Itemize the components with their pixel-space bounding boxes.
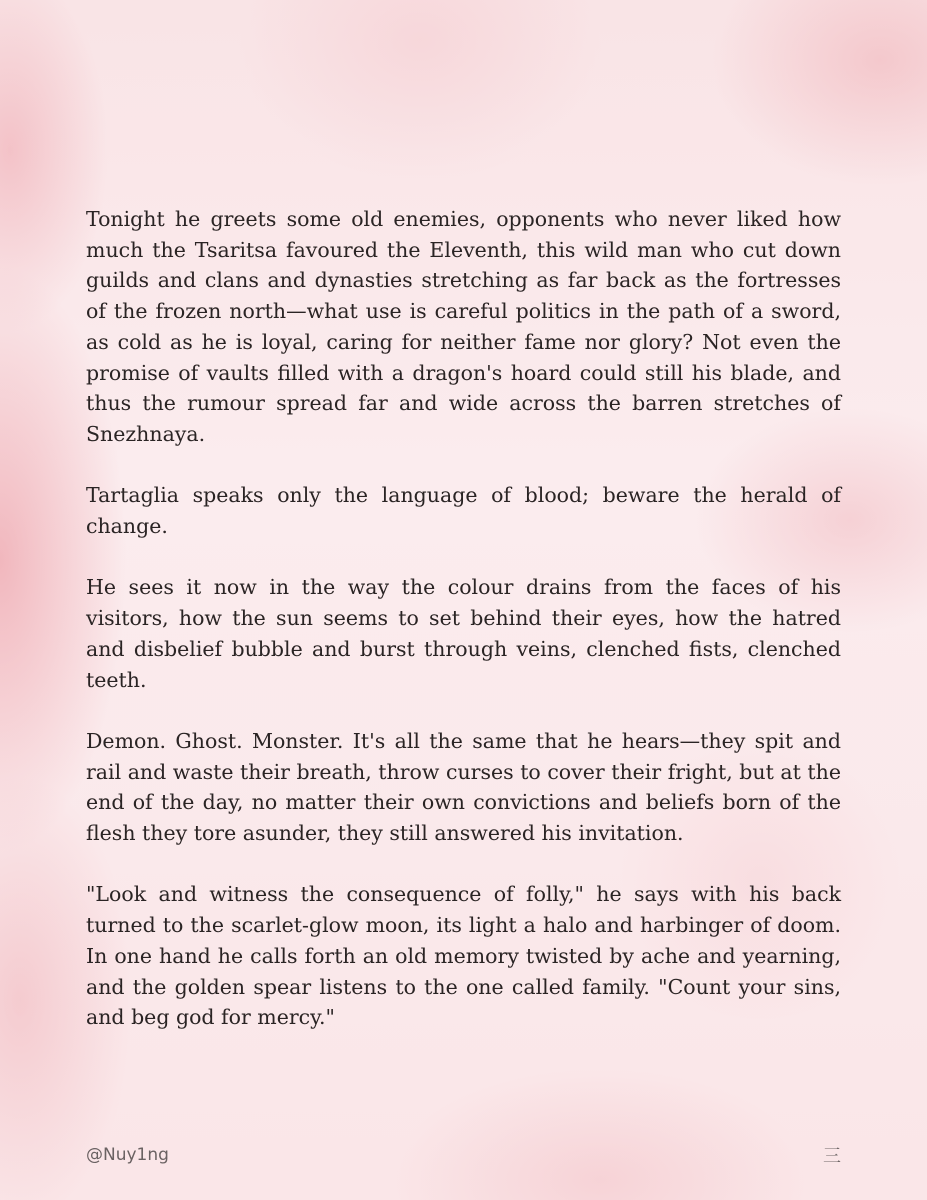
footer [86, 1140, 841, 1170]
story-text [86, 204, 841, 1064]
paragraph-5: "Look and witness the consequence of folly," he says with his back turned to the scarlet-glow moon, its light a halo and harbinger of doom. In one hand he calls forth an old memory twisted by ache and yearning, and the golden spear listens to the one called family. "Count your sins, and beg god for mercy." [86, 882, 841, 1030]
paragraph-3: He sees it now in the way the colour drains from the faces of his visitors, how the sun seems to set behind their eyes, how the hatred and disbelief bubble and burst through veins, clenched fists, clenched teeth. [86, 575, 841, 692]
paragraph-1: Tonight he greets some old enemies, opponents who never liked how much the Tsaritsa favoured the Eleventh, this wild man who cut down guilds and clans and dynasties stretching as far back as the fortresses of the frozen north—what use is careful politics in the path of a sword, as cold as he is loyal, caring for neither fame nor glory? Not even the promise of vaults filled with a dragon's hoard could still his blade, and thus the rumour spread far and wide across the barren stretches of Snezhnaya. [86, 207, 841, 446]
menu-icon: 三 [823, 1146, 841, 1167]
paragraph-2: Tartaglia speaks only the language of blood; beware the herald of change. [86, 483, 841, 539]
paragraph-4: Demon. Ghost. Monster. It's all the same that he hears—they spit and rail and waste their breath, throw curses to cover their fright, but at the end of the day, no matter their own convictions and beliefs born of the flesh they tore asunder, they still answered his invitation. [86, 728, 841, 846]
author-handle: @Nuy1ng [86, 1145, 169, 1165]
